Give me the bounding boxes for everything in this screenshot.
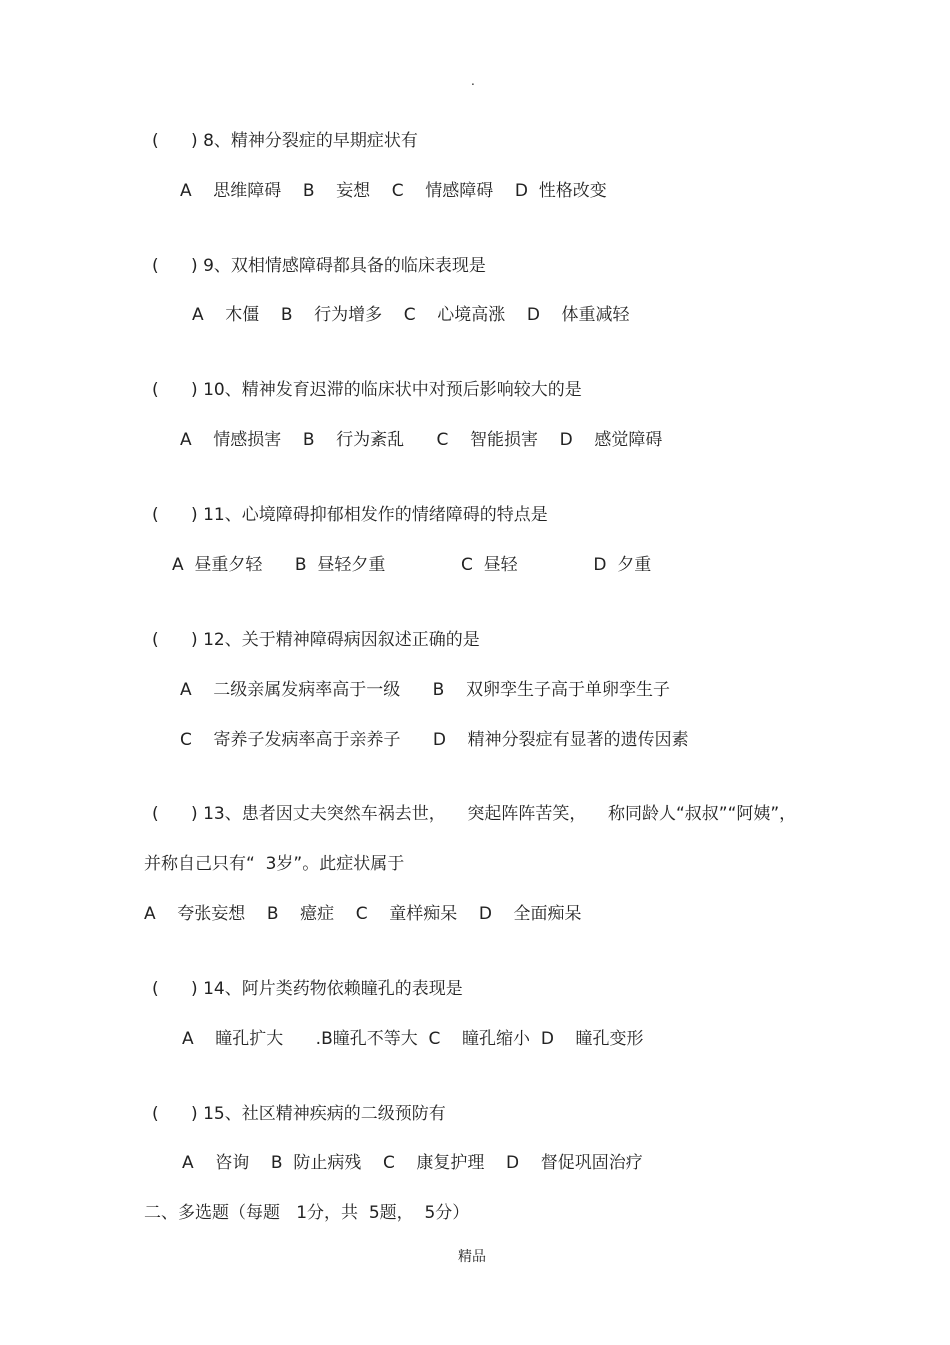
question-12-options-line1: A 二级亲属发病率高于一级 B 双卵孪生子高于单卵孪生子 bbox=[180, 680, 670, 700]
question-14-options: A 瞳孔扩大 .B瞳孔不等大 C 瞳孔缩小 D 瞳孔变形 bbox=[182, 1029, 644, 1049]
question-15-options: A 咨询 B 防止病残 C 康复护理 D 督促巩固治疗 bbox=[182, 1153, 643, 1173]
question-10-stem: ( ) 10、精神发育迟滞的临床状中对预后影响较大的是 bbox=[152, 380, 582, 400]
footer-label: 精品 bbox=[458, 1249, 486, 1265]
question-9-stem: ( ) 9、双相情感障碍都具备的临床表现是 bbox=[152, 256, 486, 276]
question-12-stem: ( ) 12、关于精神障碍病因叙述正确的是 bbox=[152, 630, 480, 650]
question-13-stem-line1: ( ) 13、患者因丈夫突然车祸去世， 突起阵阵苦笑， 称同龄人“叔叔”“阿姨”， bbox=[152, 804, 797, 824]
question-13-options: A 夸张妄想 B 癔症 C 童样痴呆 D 全面痴呆 bbox=[144, 904, 582, 924]
header-dot: . bbox=[471, 74, 475, 88]
question-12-options-line2: C 寄养子发病率高于亲养子 D 精神分裂症有显著的遗传因素 bbox=[180, 730, 689, 750]
question-10-options: A 情感损害 B 行为紊乱 C 智能损害 D 感觉障碍 bbox=[180, 430, 663, 450]
question-14-stem: ( ) 14、阿片类药物依赖瞳孔的表现是 bbox=[152, 979, 463, 999]
question-8-options: A 思维障碍 B 妄想 C 情感障碍 D 性格改变 bbox=[180, 181, 607, 201]
question-11-options: A 昼重夕轻 B 昼轻夕重 C 昼轻 D 夕重 bbox=[172, 555, 652, 575]
question-13-stem-line2: 并称自己只有“ 3岁”。此症状属于 bbox=[144, 854, 405, 874]
section-2-title: 二、多选题（每题 1分，共 5题， 5分） bbox=[144, 1203, 470, 1223]
question-15-stem: ( ) 15、社区精神疾病的二级预防有 bbox=[152, 1104, 446, 1124]
question-9-options: A 木僵 B 行为增多 C 心境高涨 D 体重减轻 bbox=[192, 305, 630, 325]
question-11-stem: ( ) 11、心境障碍抑郁相发作的情绪障碍的特点是 bbox=[152, 505, 548, 525]
question-8-stem: ( ) 8、精神分裂症的早期症状有 bbox=[152, 131, 418, 151]
